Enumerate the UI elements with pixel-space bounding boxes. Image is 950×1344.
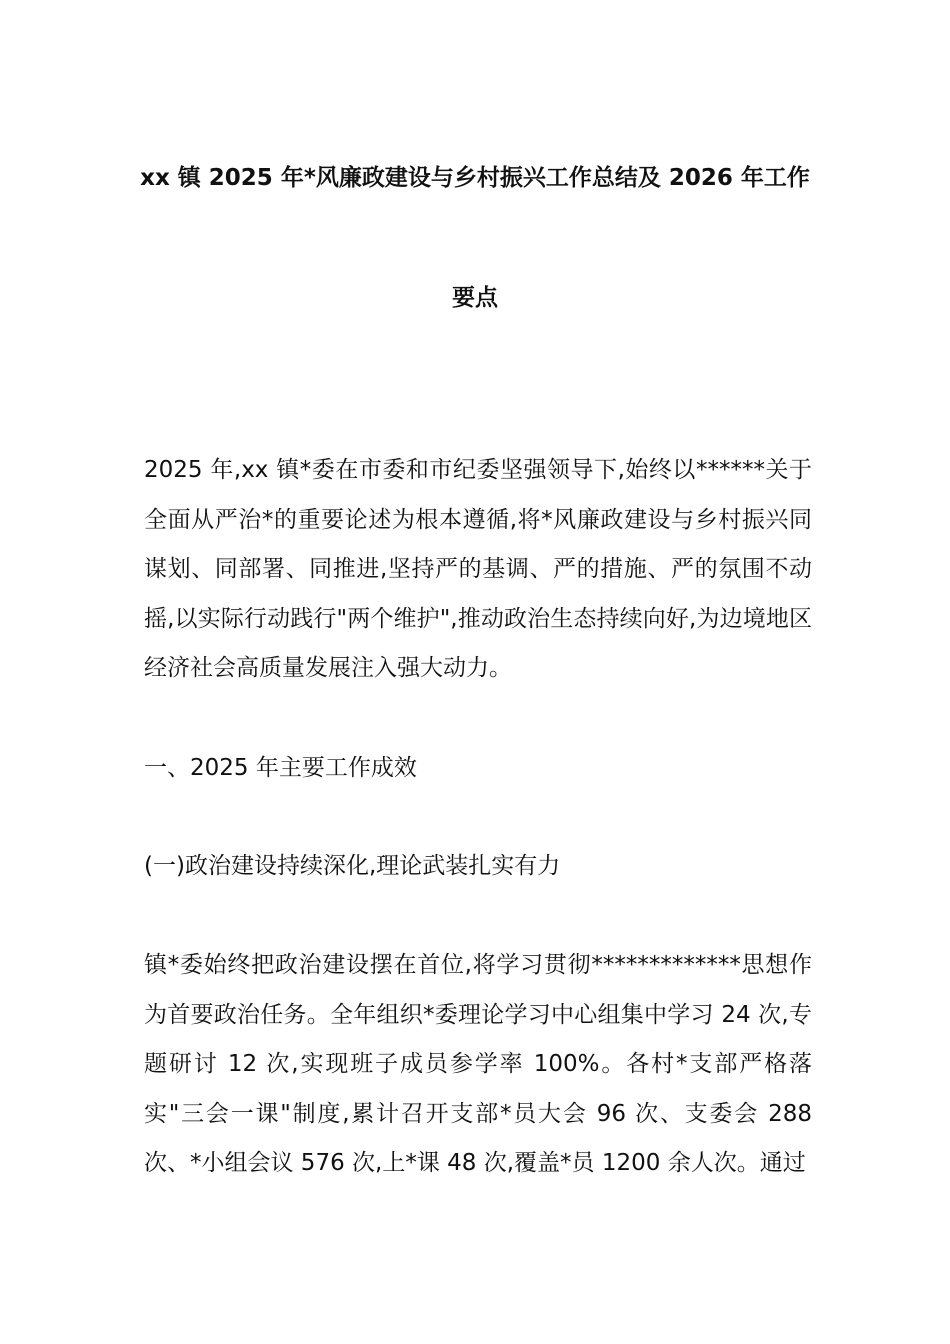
subsection-1 [144,842,812,892]
section-1-heading: 一、2025 年主要工作成效 [144,755,417,781]
subsection-1-heading: (一)政治建设持续深化,理论武装扎实有力 [144,853,561,879]
section-1 [144,744,812,794]
intro-section [144,446,812,694]
document-title-line-2: 要点 [452,285,498,311]
subsection-1-body [144,941,812,1189]
subsection-1-paragraph: 镇*委始终把政治建设摆在首位,将学习贯彻*************思想作为首要政治任务。全年组织*委理论学习中心组集中学习 24 次,专题研讨 12 次,实现班子成员参学率 100%。各村*支部严格落实"三会一课"制度,累计召开支部*员大会 96 次、支委会 288 次、*小组会议 576 次,上*课 48 次,覆盖*员 1200 余人次。通过 [144,952,812,1176]
document-title-line-1: xx 镇 2025 年*风廉政建设与乡村振兴工作总结及 2026 年工作 [140,165,810,191]
intro-paragraph: 2025 年,xx 镇*委在市委和市纪委坚强领导下,始终以******关于全面从严治*的重要论述为根本遵循,将*风廉政建设与乡村振兴同谋划、同部署、同推进,坚持严的基调、严的措施、严的氛围不动摇,以实际行动践行"两个维护",推动政治生态持续向好,为边境地区经济社会高质量发展注入强大动力。 [144,457,812,681]
